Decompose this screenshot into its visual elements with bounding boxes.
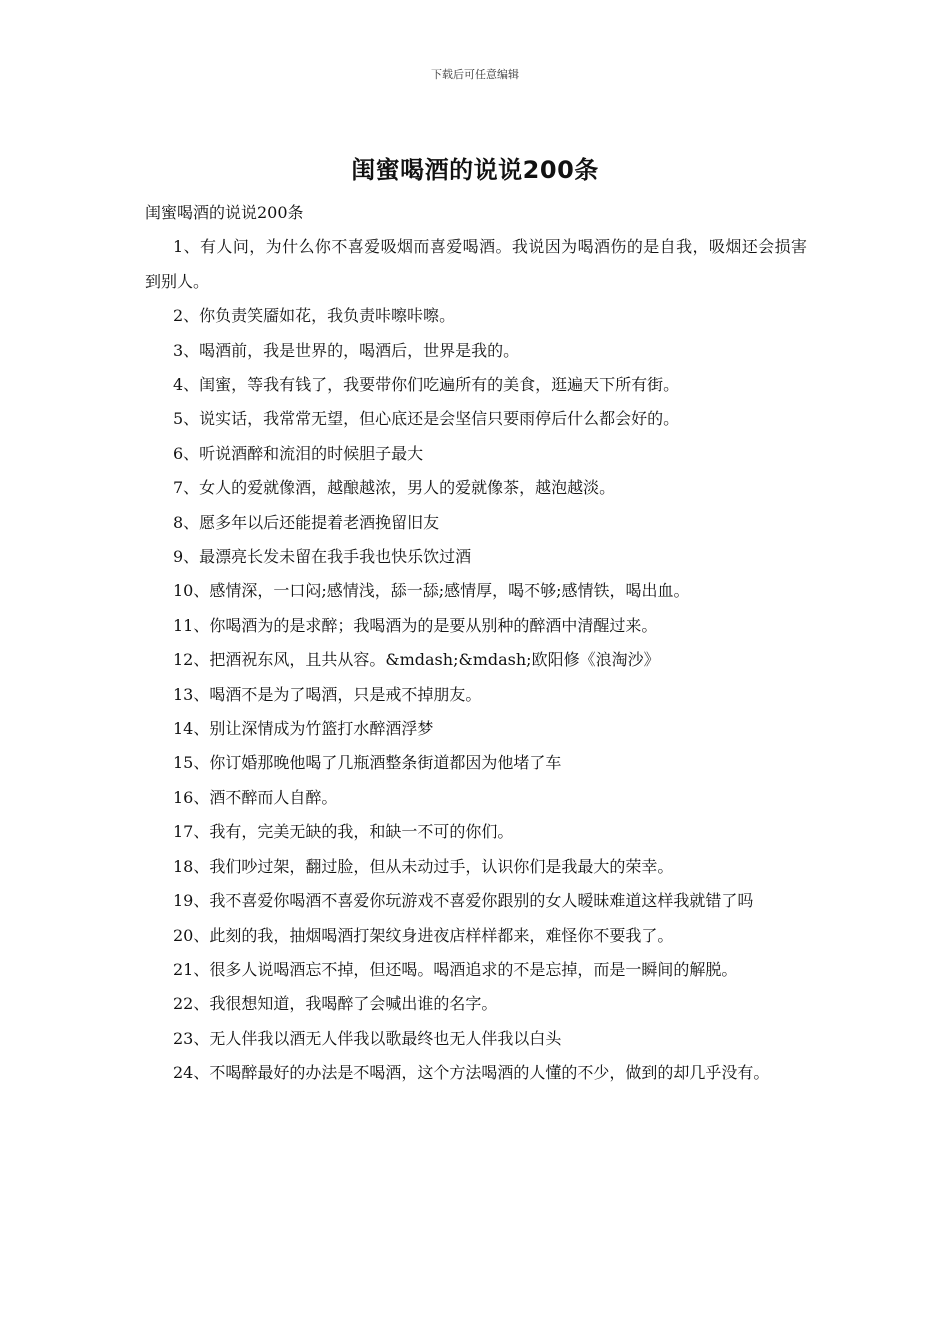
list-item: 6、听说酒醉和流泪的时候胆子最大 bbox=[173, 443, 424, 463]
document-subtitle: 闺蜜喝酒的说说200条 bbox=[145, 203, 304, 222]
header-note: 下载后可任意编辑 bbox=[431, 68, 519, 81]
list-item: 7、女人的爱就像酒，越酿越浓，男人的爱就像茶，越泡越淡。 bbox=[173, 478, 616, 498]
list-item: 14、别让深情成为竹篮打水醉酒浮梦 bbox=[173, 719, 434, 739]
list-item: 19、我不喜爱你喝酒不喜爱你玩游戏不喜爱你跟别的女人暧昧难道这样我就错了吗 bbox=[173, 891, 754, 911]
list-item: 13、喝酒不是为了喝酒，只是戒不掉朋友。 bbox=[173, 684, 482, 704]
list-item: 9、最漂亮长发未留在我手我也快乐饮过酒 bbox=[173, 547, 472, 567]
list-item: 20、此刻的我，抽烟喝酒打架纹身进夜店样样都来，难怪你不要我了。 bbox=[173, 925, 674, 945]
list-item: 16、酒不醉而人自醉。 bbox=[173, 787, 338, 807]
list-item: 1、有人问，为什么你不喜爱吸烟而喜爱喝酒。我说因为喝酒伤的是自我，吸烟还会损害到别人。 bbox=[145, 237, 807, 291]
list-item: 18、我们吵过架，翻过脸，但从未动过手，认识你们是我最大的荣幸。 bbox=[173, 856, 674, 876]
list-item: 21、很多人说喝酒忘不掉，但还喝。喝酒追求的不是忘掉，而是一瞬间的解脱。 bbox=[173, 959, 738, 979]
list-item: 3、喝酒前，我是世界的，喝酒后，世界是我的。 bbox=[173, 340, 520, 360]
list-item: 12、把酒祝东风，且共从容。&mdash;&mdash;欧阳修《浪淘沙》 bbox=[173, 650, 660, 670]
list-item: 2、你负责笑靥如花，我负责咔嚓咔嚓。 bbox=[173, 306, 456, 326]
page-title: 闺蜜喝酒的说说200条 bbox=[351, 156, 599, 184]
list-item: 17、我有，完美无缺的我，和缺一不可的你们。 bbox=[173, 822, 514, 842]
list-item: 22、我很想知道，我喝醉了会喊出谁的名字。 bbox=[173, 994, 498, 1014]
list-item: 10、感情深，一口闷;感情浅，舔一舔;感情厚，喝不够;感情铁，喝出血。 bbox=[173, 581, 690, 601]
list-item: 24、不喝醉最好的办法是不喝酒，这个方法喝酒的人懂的不少，做到的却几乎没有。 bbox=[173, 1063, 770, 1083]
list-item: 11、你喝酒为的是求醉；我喝酒为的是要从别种的醉酒中清醒过来。 bbox=[173, 615, 658, 635]
list-item: 23、无人伴我以酒无人伴我以歌最终也无人伴我以白头 bbox=[173, 1028, 562, 1048]
list-item: 8、愿多年以后还能提着老酒挽留旧友 bbox=[173, 512, 440, 532]
list-item: 4、闺蜜，等我有钱了，我要带你们吃遍所有的美食，逛遍天下所有街。 bbox=[173, 375, 680, 395]
document-body bbox=[145, 196, 807, 1091]
list-item: 5、说实话，我常常无望，但心底还是会坚信只要雨停后什么都会好的。 bbox=[173, 409, 680, 429]
item-list bbox=[145, 230, 807, 1090]
list-item: 15、你订婚那晚他喝了几瓶酒整条街道都因为他堵了车 bbox=[173, 753, 562, 773]
